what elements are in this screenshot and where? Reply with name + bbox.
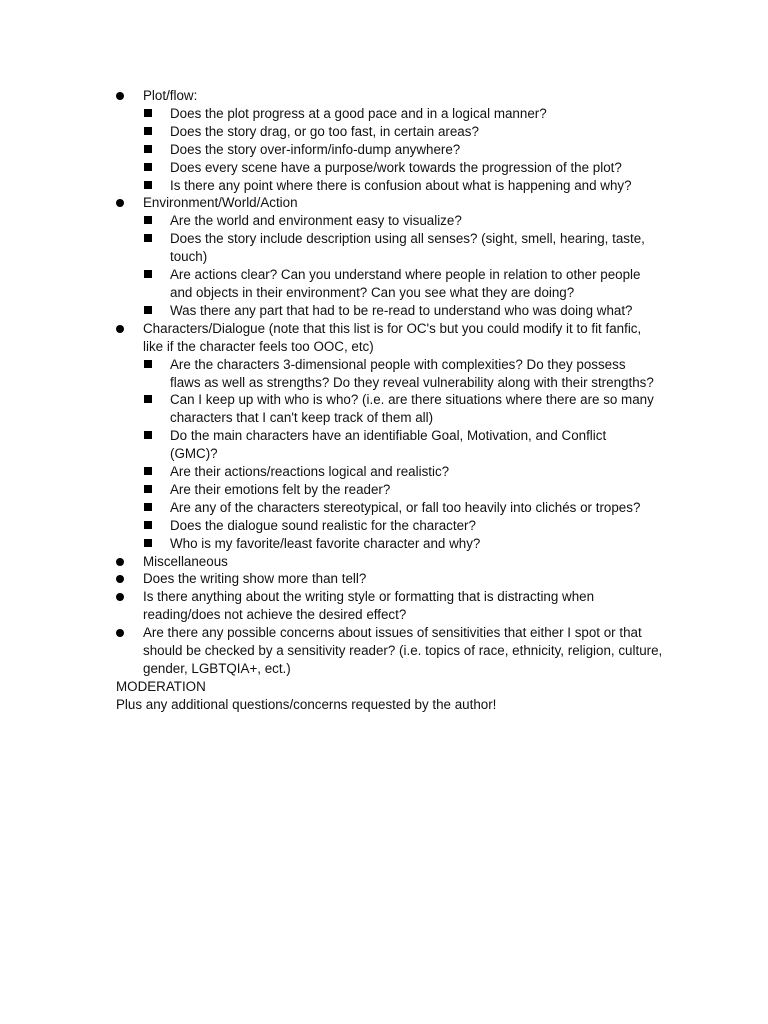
- square-bullet-icon: [144, 216, 152, 224]
- sub-list-item: [143, 123, 656, 141]
- sub-list-item: [143, 463, 656, 481]
- square-bullet-icon: [144, 539, 152, 547]
- square-bullet-icon: [144, 270, 152, 278]
- list-item-characters: [0, 320, 663, 553]
- sub-list-item: [143, 356, 656, 392]
- sub-item-text: Does the dialogue sound realistic for the character?: [170, 517, 476, 533]
- square-bullet-icon: [144, 521, 152, 529]
- sub-list-item: [143, 517, 656, 535]
- round-bullet-icon: [116, 92, 124, 100]
- sub-list-item: [143, 141, 656, 159]
- square-bullet-icon: [144, 127, 152, 135]
- sub-item-text: Does the story over-inform/info-dump anywhere?: [170, 141, 461, 157]
- sub-list: [143, 212, 663, 319]
- sub-list-item: [143, 159, 656, 177]
- sub-list-item: [143, 302, 656, 320]
- sub-list-item: [143, 266, 656, 302]
- section-label: Are there any possible concerns about issues of sensitivities that either I spot or that should be checked by a sensitivity reader? (i.e. topics of race, ethnicity, religion, culture, gender, LGBTQIA+, ect.): [143, 625, 663, 676]
- sub-list-item: [143, 499, 656, 517]
- square-bullet-icon: [144, 360, 152, 368]
- sub-list-item: [143, 177, 656, 195]
- sub-item-text: Who is my favorite/least favorite character and why?: [170, 535, 481, 551]
- closing-line: Plus any additional questions/concerns requested by the author!: [116, 696, 497, 712]
- round-bullet-icon: [116, 629, 124, 637]
- list-item-plot-flow: [0, 87, 663, 194]
- list-item-show-tell: [0, 570, 663, 588]
- moderation-heading: MODERATION: [116, 678, 206, 694]
- square-bullet-icon: [144, 145, 152, 153]
- square-bullet-icon: [144, 234, 152, 242]
- sub-item-text: Was there any part that had to be re-read to understand who was doing what?: [170, 302, 633, 318]
- section-label: Environment/World/Action: [143, 195, 298, 211]
- section-label: Is there anything about the writing style or formatting that is distracting when reading/does not achieve the desired effect?: [143, 589, 595, 623]
- sub-item-text: Do the main characters have an identifiable Goal, Motivation, and Conflict (GMC)?: [170, 428, 607, 462]
- sub-item-text: Are the world and environment easy to visualize?: [170, 213, 462, 229]
- sub-item-text: Does the story drag, or go too fast, in certain areas?: [170, 123, 479, 139]
- sub-list-item: [143, 212, 656, 230]
- sub-item-text: Are their actions/reactions logical and realistic?: [170, 464, 450, 480]
- sub-item-text: Are actions clear? Can you understand where people in relation to other people and objects in their environment? Can you see what they are doing?: [170, 267, 641, 300]
- list-item-miscellaneous: [0, 553, 663, 571]
- sub-item-text: Does the plot progress at a good pace and in a logical manner?: [170, 105, 547, 121]
- square-bullet-icon: [144, 431, 152, 439]
- round-bullet-icon: [116, 199, 124, 207]
- round-bullet-icon: [116, 558, 124, 566]
- sub-item-text: Are any of the characters stereotypical, or fall too heavily into clichés or tropes?: [170, 499, 641, 515]
- square-bullet-icon: [144, 485, 152, 493]
- round-bullet-icon: [116, 325, 124, 333]
- sub-item-text: Are the characters 3-dimensional people with complexities? Do they possess flaws as well as strengths? Do they reveal vulnerability along with their strengths?: [170, 356, 654, 390]
- sub-item-text: Is there any point where there is confusion about what is happening and why?: [170, 177, 632, 193]
- round-bullet-icon: [116, 593, 124, 601]
- square-bullet-icon: [144, 395, 152, 403]
- square-bullet-icon: [144, 181, 152, 189]
- sub-list-item: [143, 230, 656, 266]
- sub-item-text: Can I keep up with who is who? (i.e. are there situations where there are so many characters that I can't keep track of them all): [170, 392, 654, 426]
- sub-item-text: Does every scene have a purpose/work towards the progression of the plot?: [170, 159, 622, 175]
- section-label: Miscellaneous: [143, 553, 228, 569]
- square-bullet-icon: [144, 503, 152, 511]
- sub-item-text: Does the story include description using all senses? (sight, smell, hearing, taste, touch): [170, 231, 645, 265]
- list-item-environment: [0, 194, 663, 319]
- list-item-sensitivities: [0, 624, 663, 678]
- checklist: [0, 87, 768, 678]
- round-bullet-icon: [116, 575, 124, 583]
- sub-list: [143, 105, 663, 195]
- section-label: Plot/flow:: [143, 88, 198, 103]
- square-bullet-icon: [144, 163, 152, 171]
- square-bullet-icon: [144, 306, 152, 314]
- sub-list-item: [143, 105, 656, 123]
- sub-item-text: Are their emotions felt by the reader?: [170, 481, 391, 497]
- sub-list: [143, 356, 663, 553]
- document-page: [0, 87, 768, 714]
- section-label: Does the writing show more than tell?: [143, 571, 367, 587]
- square-bullet-icon: [144, 109, 152, 117]
- sub-list-item: [143, 427, 656, 463]
- sub-list-item: [143, 481, 656, 499]
- square-bullet-icon: [144, 467, 152, 475]
- sub-list-item: [143, 535, 656, 553]
- section-label: Characters/Dialogue (note that this list is for OC's but you could modify it to fit fanfic, like if the character feels too OOC, etc): [143, 320, 642, 354]
- list-item-style: [0, 588, 663, 624]
- sub-list-item: [143, 391, 656, 427]
